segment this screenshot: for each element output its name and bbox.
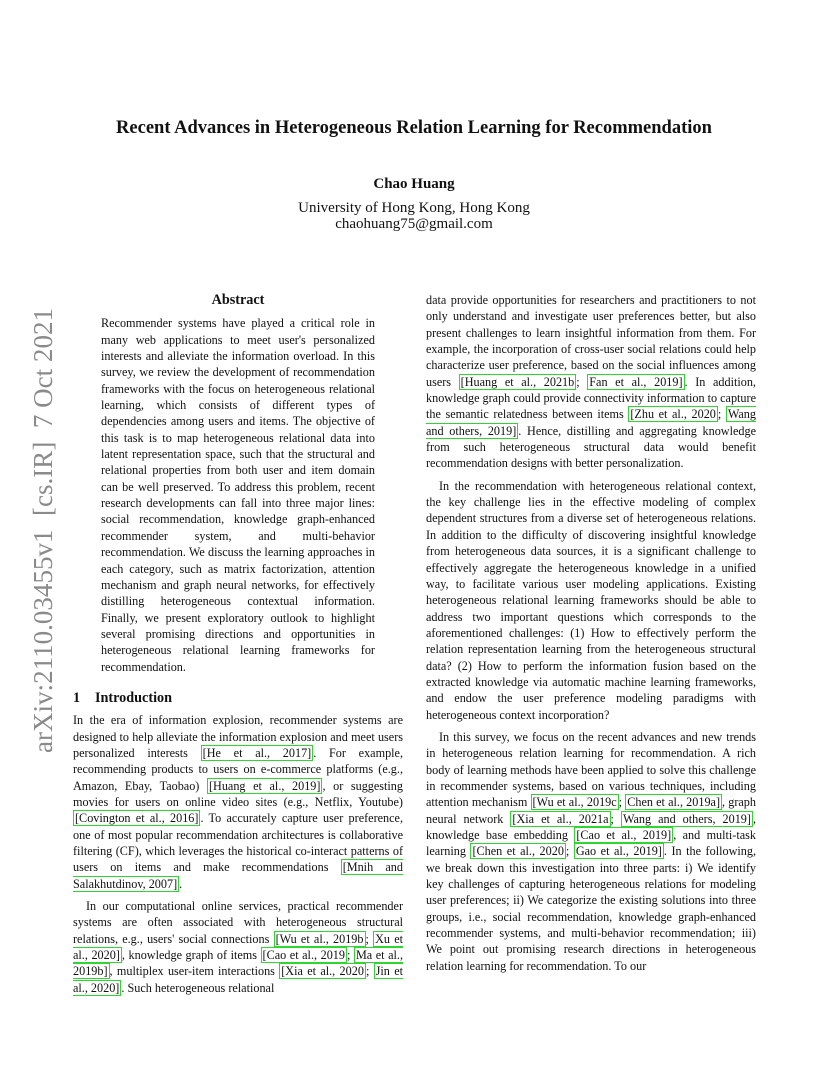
citation-link[interactable]: [Cao et al., 2019] — [576, 828, 672, 842]
section-title: Introduction — [95, 689, 172, 706]
citation-link[interactable]: [Huang et al., 2019] — [208, 778, 321, 793]
citation-link[interactable]: Wang and others, 2019] — [622, 811, 751, 826]
citation-link[interactable]: [Covington et al., 2016] — [75, 811, 199, 826]
abstract-body: Recommender systems have played a critical role in many web applications to meet user's personalized interests and alleviate the information overload. In this survey, we review the development of recommendation frameworks with the focus on heterogeneous relational learning, which consists of different types of dependencies among users and items. The objective of this task is to map heterogeneous relational data into latent representation space, such that the structural and relational properties from both user and item domain can be well preserved. To address this problem, recent research developments can fall into three major lines: social recommendation, knowledge graph-enhanced recommender system, and multi-behavior recommendation. We discuss the learning approaches in each category, such as matrix factorization, attention mechanism and graph neural networks, for effectively distilling heterogeneous contextual information. Finally, we present exploratory outlook to highlight several promising directions and opportunities in heterogeneous relational learning frameworks for recommendation. — [101, 316, 375, 674]
citation-link[interactable]: [Xia et al., 2020 — [281, 964, 364, 979]
citation-link[interactable]: [Xia et al., 2021a — [512, 811, 609, 826]
body-paragraph-continued: data provide opportunities for researchers and practitioners to not only understand and investigate user preferences better, but also present challenges to learn insightful information from them. For example, the incorporation of cross-user social relations could help characterize user preference, based on the social influences among users [Huang et al., 2021b ; Fan et al., 2019] . In addition, knowledge graph could provide connectivity information to capture the semantic relatedness between items [Zhu et al., 2020 ; Wang and others, 2019] . Hence, distilling and aggregating knowledge from such heterogeneous structural data would benefit recommendation designs with better personalization. — [426, 293, 756, 471]
author-affiliation — [0, 200, 828, 232]
affiliation-line: University of Hong Kong, Hong Kong — [298, 200, 530, 216]
intro-paragraph-2: In our computational online services, practical recommender systems are often associated with heterogeneous structural relations, e.g., users' social connections [Wu et al., 2019b ; Xu et al., 2020] , knowledge graph of items [Cao et al., 2019 ; Ma et al., 2019b] , multiplex user-item interactions [Xia et al., 2020 ; Jin et al., 2020] . Such heterogeneous relational — [73, 899, 403, 995]
citation-link[interactable]: [Wu et al., 2019c — [532, 795, 617, 810]
arxiv-stamp-svg — [22, 308, 62, 753]
citation-link[interactable]: Chen et al., 2019a] — [627, 795, 721, 810]
citation-link[interactable]: [He et al., 2017] — [202, 745, 312, 760]
citation-link[interactable]: [Zhu et al., 2020 — [630, 407, 716, 422]
citation-link[interactable]: Xu et al., 2020] — [73, 931, 403, 963]
paper-title: Recent Advances in Heterogeneous Relation Learning for Recommendation — [116, 118, 712, 138]
author-email: chaohuang75@gmail.com — [335, 216, 493, 232]
section-heading-introduction — [73, 690, 403, 706]
citation-link[interactable]: Jin et al., 2020] — [73, 964, 403, 995]
left-column — [73, 292, 403, 1002]
right-column — [426, 292, 756, 980]
body-paragraph-survey-focus: In this survey, we focus on the recent advances and new trends in heterogeneous relation learning for recommendation. A rich body of learning methods have been applied to solve this challenge in recommender systems, based on various techniques, including attention mechanism [Wu et al., 2019c ; Chen et al., 2019a] , graph neural network [Xia et al., 2021a ; Wang and others, 2019] , knowledge base embedding [Cao et al., 2019] , and multi-task learning [Chen et al., 2020 ; Gao et al., 2019] . In the following, we break down this investigation into three parts: i) We identify key challenges of capturing heterogeneous relations for modeling user preferences; ii) We categorize the existing solutions into three groups, i.e., social recommendation, knowledge graph-enhanced recommender systems, and multi-behavior recommendation; iii) We point out promising research directions in heterogeneous relation learning for recommendation. To our — [426, 729, 757, 973]
abstract-heading: Abstract — [211, 292, 265, 308]
citation-link[interactable]: [Mnih and Salakhutdinov, 2007] — [73, 860, 403, 891]
citation-link[interactable]: [Huang et al., 2021b — [460, 374, 575, 389]
citation-link[interactable]: Fan et al., 2019] — [589, 374, 683, 389]
intro-paragraph-1: In the era of information explosion, recommender systems are designed to help alleviate the information explosion and meet users personalized interests [He et al., 2017] . For example, recommending products to users on e-commerce platforms (e.g., Amazon, Ebay, Taobao) [Huang et al., 2019] , or suggesting movies for users on online video sites (e.g., Netflix, Youtube) [Covington et al., 2016] . To accurately capture user preference, one of most popular recommendation architectures is collaborative filtering (CF), which leverages the historical co-interact patterns of users on items and make recommendations [Mnih and Salakhutdinov, 2007] . — [73, 713, 404, 891]
author-name: Chao Huang — [373, 176, 455, 192]
arxiv-id-text: arXiv:2110.03455v1 [cs.IR] 7 Oct 2021 — [28, 308, 58, 753]
citation-link[interactable]: [Chen et al., 2020 — [472, 844, 564, 859]
citation-link[interactable]: Wang and others, 2019] — [426, 407, 756, 438]
body-paragraph-challenges: In the recommendation with heterogeneous relational context, the key challenge lies in the effective modeling of complex dependent structures from a diverse set of heterogeneous relations. In addition to the difficulty of discovering insightful knowledge from heterogeneous data sources, it is a significant challenge to effectively aggregate the heterogeneous knowledge in a unified way, to facilitate various user modeling applications. Existing heterogeneous relational learning frameworks should be able to address two important questions which corresponds to the aforementioned challenges: (1) How to effectively perform the relation representation learning from the heterogeneous structural data? (2) How to perform the information fusion based on the extracted knowledge via automatic machine learning frameworks, and endow the user preference modeling paradigms with heterogeneous context incorporation? — [426, 478, 756, 722]
citation-link[interactable]: [Cao et al., 2019 — [262, 948, 345, 963]
arxiv-identifier-stamp — [22, 308, 62, 753]
citation-link[interactable]: Ma et al., 2019b] — [73, 948, 403, 979]
section-number: 1 — [73, 689, 81, 706]
citation-link[interactable]: Gao et al., 2019] — [575, 844, 662, 859]
citation-link[interactable]: [Wu et al., 2019b — [275, 931, 364, 946]
